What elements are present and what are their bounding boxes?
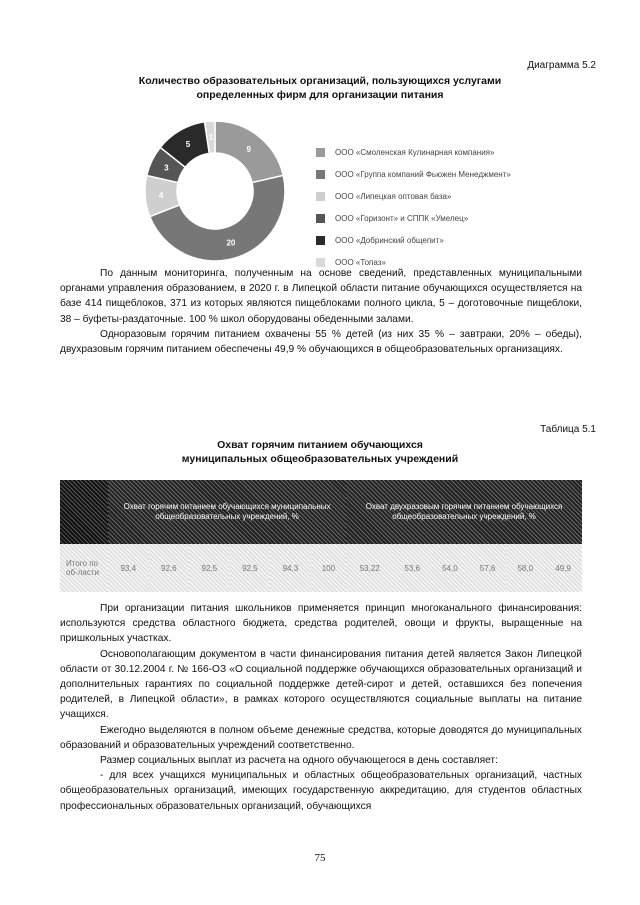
legend-swatch [316, 214, 325, 223]
chart-legend [316, 141, 511, 273]
table-corner-cell [60, 480, 108, 544]
legend-label: ООО «Горизонт» и СППК «Умелец» [335, 213, 469, 223]
table-cell: 53,6 [393, 544, 431, 592]
slice-value-label: 20 [226, 238, 236, 248]
chart-title [90, 74, 550, 102]
paragraph: - для всех учащихся муниципальных и областных общеобразовательных организаций, частных общеобразовательных организаций, имеющих государственную аккредитацию, для студентов областных профессиональных образовательных организаций, обучающихся [60, 770, 582, 812]
paragraph: Основополагающим документом в части финансирования питания детей является Закон Липецкой области от 30.12.2004 г. № 166-ОЗ «О социальной поддержке обучающихся образовательных организаций и дополнительных гарантиях по социальной поддержке детей-сирот и детей, оставшихся без попечения родителей, в Липецкой области», в рамках которого осуществляются социальные выплаты на питание учащихся. [60, 648, 582, 721]
table-cell: 93,4 [108, 544, 149, 592]
slice-value-label: 3 [164, 163, 169, 173]
data-table [60, 480, 582, 592]
paragraph: Одноразовым горячим питанием охвачены 55 % детей (из них 35 % – завтраки, 20% – обеды), двухразовым горячим питанием обеспечены 49,9 % обучающихся в общеобразовательных организациях. [60, 328, 582, 356]
table-cell: 92,5 [230, 544, 271, 592]
table-cell: 49,9 [544, 544, 582, 592]
paragraph: Ежегодно выделяются в полном объеме денежные средства, которые доводятся до муниципальных образований и образовательных учреждений соответственно. [60, 724, 582, 751]
legend-label: ООО «Группа компаний Фьюжен Менеджмент» [335, 169, 511, 179]
table-label: Таблица 5.1 [540, 424, 596, 435]
legend-label: ООО «Липецкая оптовая база» [335, 191, 452, 201]
table-cell: 100 [311, 544, 346, 592]
table-cell: 94,3 [270, 544, 311, 592]
table-header-row [60, 480, 582, 544]
legend-label: ООО «Добринский общепит» [335, 235, 444, 245]
table-header-hot-meals: Охват горячим питанием обучающихся муниципальных общеобразовательных учреждений, % [108, 480, 346, 544]
table-title [90, 438, 550, 466]
table-header-two-meals: Охват двухразовым горячим питанием обучающихся общеобразовательных учреждений, % [346, 480, 582, 544]
table-cell: 92,5 [189, 544, 230, 592]
table-cell: 57,6 [469, 544, 507, 592]
legend-swatch [316, 148, 325, 157]
chart-title-line1: Количество образовательных организаций, пользующихся услугами [138, 75, 502, 87]
legend-item [316, 163, 511, 185]
table-row-label: Итого по об-ласти [60, 544, 108, 592]
table-row [60, 544, 582, 592]
legend-swatch [316, 192, 325, 201]
body-text-block-1 [60, 266, 582, 357]
table-title-line1: Охват горячим питанием обучающихся [217, 439, 423, 451]
donut-chart [140, 116, 290, 266]
slice-value-label: 5 [185, 140, 191, 150]
table-cell: 53,22 [346, 544, 393, 592]
legend-label: ООО «Смоленская Кулинарная компания» [335, 147, 495, 157]
slice-value-label: 9 [246, 144, 251, 154]
body-text-block-2 [60, 601, 582, 814]
table-cell: 54,0 [431, 544, 469, 592]
legend-item [316, 185, 511, 207]
slice-value-label: 4 [158, 191, 164, 201]
paragraph: Размер социальных выплат из расчета на одного обучающегося в день составляет: [100, 755, 498, 767]
legend-swatch [316, 170, 325, 179]
legend-label: ООО «Топаз» [335, 257, 386, 267]
legend-item [316, 141, 511, 163]
table-title-line2: муниципальных общеобразовательных учреждений [181, 453, 459, 465]
legend-item [316, 207, 511, 229]
legend-swatch [316, 236, 325, 245]
paragraph: При организации питания школьников применяется принцип многоканального финансирования: используются средства областного бюджета, средства родителей, овощи и фрукты, выращенные на пришкольных участках. [60, 603, 582, 645]
chart-title-line2: определенных фирм для организации питания [196, 89, 444, 101]
slice-value-label: 1 [208, 133, 214, 143]
page-number: 75 [314, 852, 326, 864]
diagram-label: Диаграмма 5.2 [527, 60, 596, 71]
table-cell: 58,0 [506, 544, 544, 592]
legend-item [316, 229, 511, 251]
table-cell: 92,6 [149, 544, 190, 592]
paragraph: По данным мониторинга, полученным на основе сведений, представленных муниципальными органами управления образованием, в 2020 г. в Липецкой области питание обучающихся осуществляется на базе 414 пищеблоков, 371 из которых являются пищеблоками полного цикла, 5 – доготовочные пищеблоки, 38 – буфеты-раздаточные. 100 % школ оборудованы обеденными залами. [60, 268, 582, 325]
